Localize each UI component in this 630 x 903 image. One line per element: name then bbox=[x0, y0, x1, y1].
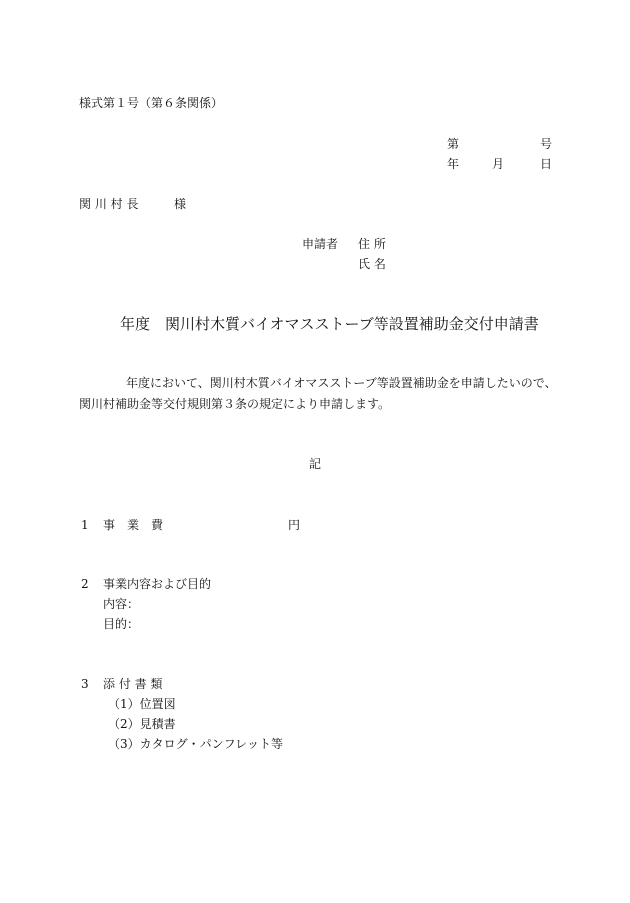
section-2-purpose-label: 目的： bbox=[103, 617, 140, 631]
addressee-honorific: 様 bbox=[174, 197, 187, 211]
attachment-item-3: （3）カタログ・パンフレット等 bbox=[108, 737, 284, 751]
attachment-item-2: （2）見積書 bbox=[108, 717, 176, 731]
section-2-content-label: 内容： bbox=[103, 597, 140, 611]
section-2-label: 事業内容および目的 bbox=[103, 577, 212, 591]
applicant-name-label: 氏 名 bbox=[358, 257, 386, 271]
addressee-name: 関 川 村 長 bbox=[79, 197, 139, 211]
section-1-number: 1 bbox=[81, 518, 89, 532]
section-3-label: 添 付 書 類 bbox=[103, 677, 163, 691]
date-month: 月 bbox=[492, 157, 505, 171]
ki-heading: 記 bbox=[309, 457, 322, 471]
section-3-number: 3 bbox=[81, 677, 89, 691]
body-line-1: 年度において、関川村木質バイオマスストーブ等設置補助金を申請したいので、 bbox=[126, 376, 557, 390]
document-title: 年度 関川村木質バイオマスストーブ等設置補助金交付申請書 bbox=[120, 315, 539, 333]
body-line-2: 関川村補助金等交付規則第３条の規定により申請します。 bbox=[79, 397, 391, 411]
attachment-item-1: （1）位置図 bbox=[108, 697, 176, 711]
section-1-unit: 円 bbox=[288, 518, 301, 532]
number-go: 号 bbox=[540, 137, 553, 151]
date-year: 年 bbox=[447, 157, 460, 171]
section-2-number: 2 bbox=[81, 577, 89, 591]
date-day: 日 bbox=[540, 157, 553, 171]
section-1-label: 事 業 費 bbox=[103, 518, 164, 532]
applicant-label: 申請者 bbox=[302, 237, 339, 251]
form-number: 様式第１号（第６条関係） bbox=[79, 96, 224, 110]
number-dai: 第 bbox=[447, 137, 460, 151]
applicant-address-label: 住 所 bbox=[358, 237, 386, 251]
